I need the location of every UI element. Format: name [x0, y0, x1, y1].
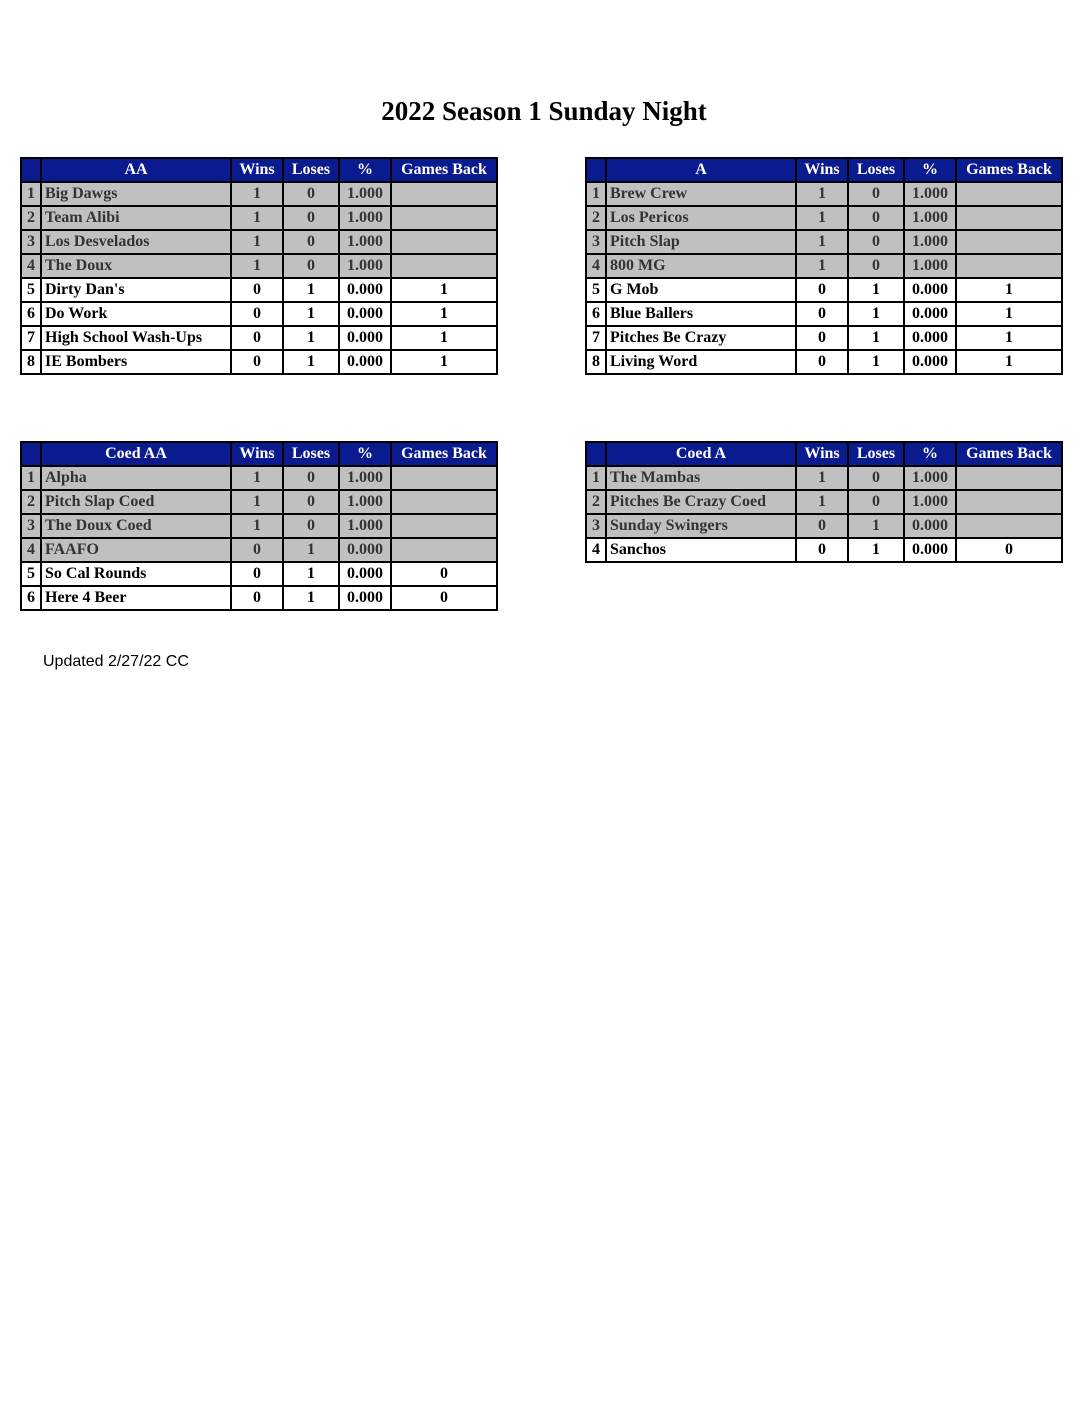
pct-cell: 1.000 [339, 254, 391, 278]
loses-cell: 0 [848, 182, 904, 206]
table-row [21, 182, 497, 206]
games-back-cell: 0 [391, 562, 497, 586]
standings-table-aa [20, 157, 498, 375]
table-row [586, 350, 1062, 374]
team-name: Living Word [606, 350, 796, 374]
loses-cell: 0 [283, 490, 339, 514]
rank-cell: 1 [586, 182, 606, 206]
table-row [21, 278, 497, 302]
loses-cell: 1 [283, 302, 339, 326]
rank-cell: 6 [586, 302, 606, 326]
games-back-cell [956, 254, 1062, 278]
table-row [586, 538, 1062, 562]
pct-header: % [339, 158, 391, 182]
pct-cell: 1.000 [339, 490, 391, 514]
loses-cell: 0 [283, 230, 339, 254]
team-name: Big Dawgs [41, 182, 231, 206]
games-back-header: Games Back [391, 442, 497, 466]
wins-cell: 0 [231, 326, 283, 350]
games-back-cell [391, 514, 497, 538]
table-row [586, 490, 1062, 514]
rank-cell: 2 [21, 490, 41, 514]
wins-cell: 0 [231, 562, 283, 586]
pct-cell: 1.000 [339, 182, 391, 206]
rank-cell: 4 [586, 254, 606, 278]
table-row [21, 254, 497, 278]
loses-header: Loses [848, 158, 904, 182]
table-row [586, 182, 1062, 206]
games-back-cell: 1 [956, 350, 1062, 374]
pct-cell: 1.000 [904, 490, 956, 514]
table-row [21, 230, 497, 254]
wins-cell: 0 [796, 326, 848, 350]
pct-header: % [904, 158, 956, 182]
loses-cell: 0 [848, 490, 904, 514]
wins-cell: 1 [231, 490, 283, 514]
wins-cell: 0 [231, 350, 283, 374]
table-row [586, 230, 1062, 254]
table-row [586, 302, 1062, 326]
wins-cell: 1 [796, 230, 848, 254]
team-name: Blue Ballers [606, 302, 796, 326]
pct-cell: 0.000 [339, 562, 391, 586]
team-name: Sunday Swingers [606, 514, 796, 538]
wins-header: Wins [796, 158, 848, 182]
games-back-cell: 1 [956, 278, 1062, 302]
team-name: Dirty Dan's [41, 278, 231, 302]
rank-cell: 7 [21, 326, 41, 350]
wins-cell: 0 [231, 586, 283, 610]
wins-cell: 1 [231, 230, 283, 254]
team-name: Team Alibi [41, 206, 231, 230]
table-row [586, 326, 1062, 350]
games-back-cell [956, 182, 1062, 206]
pct-cell: 0.000 [904, 302, 956, 326]
games-back-cell: 1 [956, 326, 1062, 350]
loses-header: Loses [848, 442, 904, 466]
wins-cell: 1 [796, 206, 848, 230]
wins-cell: 0 [231, 538, 283, 562]
rank-header [21, 442, 41, 466]
loses-cell: 1 [848, 326, 904, 350]
games-back-cell: 1 [391, 302, 497, 326]
wins-cell: 0 [796, 350, 848, 374]
table-row [21, 514, 497, 538]
standings-table-a [585, 157, 1063, 375]
loses-cell: 0 [848, 254, 904, 278]
rank-cell: 2 [586, 490, 606, 514]
pct-cell: 1.000 [339, 230, 391, 254]
pct-cell: 1.000 [339, 466, 391, 490]
rank-cell: 8 [586, 350, 606, 374]
loses-cell: 1 [283, 350, 339, 374]
pct-cell: 0.000 [904, 350, 956, 374]
table-row [21, 586, 497, 610]
loses-cell: 0 [283, 514, 339, 538]
pct-cell: 0.000 [339, 326, 391, 350]
games-back-cell [956, 490, 1062, 514]
team-name: Brew Crew [606, 182, 796, 206]
updated-note: Updated 2/27/22 CC [43, 653, 189, 670]
division-name: Coed AA [41, 442, 231, 466]
rank-cell: 3 [21, 230, 41, 254]
rank-cell: 4 [21, 254, 41, 278]
games-back-cell [391, 466, 497, 490]
games-back-cell: 0 [956, 538, 1062, 562]
loses-cell: 1 [283, 586, 339, 610]
rank-cell: 1 [21, 182, 41, 206]
table-row [21, 326, 497, 350]
wins-cell: 0 [796, 538, 848, 562]
team-name: Pitches Be Crazy Coed [606, 490, 796, 514]
loses-cell: 0 [848, 466, 904, 490]
wins-cell: 1 [796, 254, 848, 278]
rank-cell: 5 [21, 562, 41, 586]
pct-cell: 0.000 [904, 514, 956, 538]
pct-cell: 0.000 [339, 538, 391, 562]
team-name: FAAFO [41, 538, 231, 562]
team-name: Los Pericos [606, 206, 796, 230]
loses-cell: 0 [848, 230, 904, 254]
games-back-cell [391, 490, 497, 514]
loses-cell: 1 [848, 278, 904, 302]
wins-cell: 0 [231, 302, 283, 326]
team-name: Sanchos [606, 538, 796, 562]
table-row [21, 490, 497, 514]
wins-cell: 1 [796, 182, 848, 206]
division-name: A [606, 158, 796, 182]
table-row [586, 254, 1062, 278]
table-header-row [586, 442, 1062, 466]
pct-cell: 0.000 [904, 538, 956, 562]
standings-table-coed-a [585, 441, 1063, 563]
rank-cell: 8 [21, 350, 41, 374]
pct-cell: 0.000 [339, 586, 391, 610]
loses-cell: 1 [848, 350, 904, 374]
table-row [586, 206, 1062, 230]
table-row [586, 278, 1062, 302]
wins-header: Wins [796, 442, 848, 466]
table-row [21, 206, 497, 230]
rank-cell: 6 [21, 302, 41, 326]
rank-cell: 1 [21, 466, 41, 490]
loses-cell: 1 [283, 538, 339, 562]
team-name: Pitch Slap Coed [41, 490, 231, 514]
team-name: Los Desvelados [41, 230, 231, 254]
games-back-cell: 1 [391, 350, 497, 374]
pct-cell: 1.000 [339, 514, 391, 538]
team-name: So Cal Rounds [41, 562, 231, 586]
pct-cell: 1.000 [339, 206, 391, 230]
table-row [21, 466, 497, 490]
rank-cell: 3 [21, 514, 41, 538]
loses-cell: 1 [283, 326, 339, 350]
division-name: Coed A [606, 442, 796, 466]
loses-header: Loses [283, 442, 339, 466]
loses-cell: 0 [283, 254, 339, 278]
table-row [21, 350, 497, 374]
rank-cell: 3 [586, 514, 606, 538]
games-back-header: Games Back [391, 158, 497, 182]
wins-cell: 0 [796, 278, 848, 302]
pct-cell: 0.000 [904, 278, 956, 302]
wins-cell: 0 [231, 278, 283, 302]
team-name: Pitch Slap [606, 230, 796, 254]
team-name: Here 4 Beer [41, 586, 231, 610]
table-row [586, 466, 1062, 490]
team-name: The Doux Coed [41, 514, 231, 538]
rank-header [586, 442, 606, 466]
table-header-row [21, 442, 497, 466]
wins-cell: 1 [796, 466, 848, 490]
division-name: AA [41, 158, 231, 182]
rank-header [586, 158, 606, 182]
wins-cell: 1 [231, 182, 283, 206]
rank-cell: 4 [21, 538, 41, 562]
games-back-cell [391, 538, 497, 562]
pct-cell: 0.000 [339, 350, 391, 374]
team-name: Pitches Be Crazy [606, 326, 796, 350]
team-name: The Mambas [606, 466, 796, 490]
table-row [21, 562, 497, 586]
loses-header: Loses [283, 158, 339, 182]
loses-cell: 1 [283, 278, 339, 302]
games-back-cell: 1 [391, 326, 497, 350]
games-back-cell [391, 254, 497, 278]
games-back-cell [391, 230, 497, 254]
wins-cell: 1 [231, 466, 283, 490]
loses-cell: 0 [848, 206, 904, 230]
games-back-cell [956, 514, 1062, 538]
loses-cell: 1 [848, 302, 904, 326]
pct-cell: 1.000 [904, 206, 956, 230]
wins-cell: 0 [796, 514, 848, 538]
rank-cell: 3 [586, 230, 606, 254]
wins-header: Wins [231, 158, 283, 182]
pct-cell: 1.000 [904, 230, 956, 254]
page-title: 2022 Season 1 Sunday Night [381, 96, 707, 126]
games-back-cell [956, 206, 1062, 230]
games-back-cell [956, 230, 1062, 254]
games-back-cell [956, 466, 1062, 490]
pct-cell: 1.000 [904, 466, 956, 490]
team-name: Do Work [41, 302, 231, 326]
loses-cell: 0 [283, 182, 339, 206]
standings-table-coed-aa [20, 441, 498, 611]
wins-cell: 1 [231, 254, 283, 278]
rank-cell: 5 [586, 278, 606, 302]
rank-cell: 6 [21, 586, 41, 610]
rank-cell: 5 [21, 278, 41, 302]
rank-cell: 4 [586, 538, 606, 562]
pct-header: % [339, 442, 391, 466]
team-name: IE Bombers [41, 350, 231, 374]
table-header-row [21, 158, 497, 182]
rank-cell: 1 [586, 466, 606, 490]
games-back-cell [391, 206, 497, 230]
pct-cell: 0.000 [339, 302, 391, 326]
games-back-cell: 1 [956, 302, 1062, 326]
team-name: 800 MG [606, 254, 796, 278]
table-header-row [586, 158, 1062, 182]
rank-cell: 7 [586, 326, 606, 350]
table-row [21, 538, 497, 562]
loses-cell: 0 [283, 206, 339, 230]
team-name: High School Wash-Ups [41, 326, 231, 350]
loses-cell: 1 [848, 514, 904, 538]
rank-header [21, 158, 41, 182]
wins-cell: 0 [796, 302, 848, 326]
pct-cell: 0.000 [904, 326, 956, 350]
table-row [586, 514, 1062, 538]
games-back-header: Games Back [956, 442, 1062, 466]
wins-cell: 1 [231, 514, 283, 538]
rank-cell: 2 [21, 206, 41, 230]
team-name: Alpha [41, 466, 231, 490]
loses-cell: 1 [283, 562, 339, 586]
games-back-cell: 1 [391, 278, 497, 302]
games-back-cell: 0 [391, 586, 497, 610]
wins-cell: 1 [231, 206, 283, 230]
pct-cell: 0.000 [339, 278, 391, 302]
pct-cell: 1.000 [904, 182, 956, 206]
team-name: The Doux [41, 254, 231, 278]
table-row [21, 302, 497, 326]
games-back-cell [391, 182, 497, 206]
games-back-header: Games Back [956, 158, 1062, 182]
wins-cell: 1 [796, 490, 848, 514]
pct-cell: 1.000 [904, 254, 956, 278]
team-name: G Mob [606, 278, 796, 302]
loses-cell: 1 [848, 538, 904, 562]
wins-header: Wins [231, 442, 283, 466]
loses-cell: 0 [283, 466, 339, 490]
pct-header: % [904, 442, 956, 466]
rank-cell: 2 [586, 206, 606, 230]
